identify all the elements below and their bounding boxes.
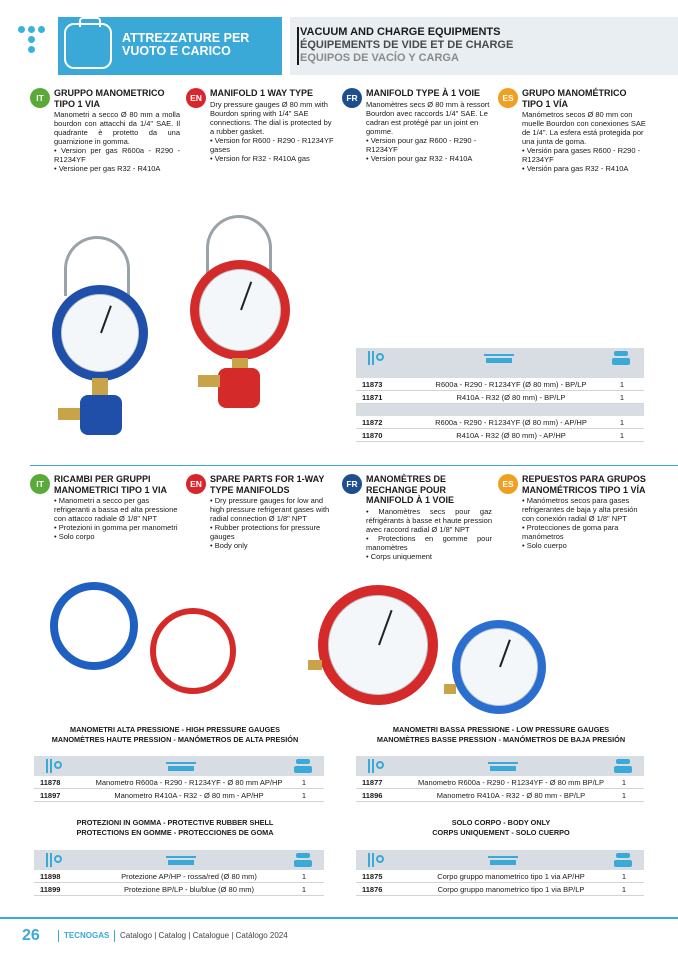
table-row: 11873 R600a - R290 - R1234YF (Ø 80 mm) - BP/LP 1 [356,378,644,391]
caption-line: PROTECTIONS EN GOMME - PROTECCIONES DE GOMA [76,827,274,837]
table-row: 11896 Manometro R410A - R32 - Ø 80 mm - BP/LP 1 [356,789,644,802]
table-row: 11878 Manometro R600a - R290 - R1234YF - Ø 80 mm AP/HP 1 [34,776,324,789]
block-title: MANOMÈTRES DE RECHANGE POUR MANIFOLD À 1 VOIE [366,474,455,505]
lang-block-es-1 [498,88,648,173]
lang-block-fr-1 [342,88,492,163]
ruler-icon [488,854,518,866]
block-bullet: • Version for R32 - R410A gas [210,153,310,163]
ruler-icon [488,760,518,772]
block-bullet: • Corps uniquement [366,551,432,561]
product-table-shell [34,850,324,896]
block-body [522,496,648,550]
block-text: Manometri a secco Ø 80 mm a molla bourdon con attacchi da 1/4" SAE. Il quadrante è protetto da una guarnizione in gomma. [54,110,180,146]
block-bullet: • Version pour gaz R600 - R290 - R1234YF [366,135,477,154]
footer [22,927,322,945]
ruler-icon [166,854,196,866]
lang-block-en-1 [186,88,336,163]
caption-body-only [366,818,636,837]
footer-separator [114,930,115,942]
table-header [34,756,324,776]
table-row: 11871 R410A - R32 (Ø 80 mm) - BP/LP 1 [356,391,644,404]
block-bullet: • Manomètres secs pour gaz réfrigérants à basse et haute pression avec raccord radial Ø 1/8" NPT [366,506,492,534]
lang-block-fr-2 [342,474,492,561]
block-title: MANIFOLD TYPE À 1 VOIE [366,88,481,98]
block-body [366,100,492,163]
section-divider [30,465,678,466]
lang-badge-fr: FR [342,474,362,494]
caption-high-pressure [40,725,310,744]
caption-line: SOLO CORPO - BODY ONLY [451,818,551,827]
block-bullet: • Version for R600 - R290 - R1234YF gases [210,135,334,154]
block-bullet: • Versión para gas R32 - R410A [522,164,629,173]
block-bullet: • Body only [210,541,248,550]
header-title-fr: ÉQUIPEMENTS DE VIDE ET DE CHARGE [300,39,514,51]
block-title: GRUPPO MANOMETRICO TIPO 1 VIA [54,88,165,109]
footer-divider [0,917,678,919]
caption-rubber-shell [40,818,310,837]
caption-line: PROTEZIONI IN GOMMA - PROTECTIVE RUBBER SHELL [76,818,274,827]
block-body [366,507,492,561]
product-table-high [34,756,324,802]
table-row: 11898 Protezione AP/HP - rossa/red (Ø 80 mm) 1 [34,870,324,883]
logo-dots-icon [18,26,48,56]
table-header [356,756,644,776]
block-bullet: • Manómetros secos para gases refrigerantes de baja y alta presión con conexión radial Ø 1/8" NPT [522,496,638,523]
box-icon [614,853,632,867]
lang-badge-es: ES [498,474,518,494]
page-number: 26 [22,927,40,944]
search-icon [368,853,388,867]
box-icon [294,759,312,773]
block-bullet: • Solo corpo [54,532,95,541]
caption-low-pressure [366,725,636,744]
box-icon [614,759,632,773]
search-icon [368,351,388,365]
table-spacer [356,368,644,378]
header-title-es: EQUIPOS DE VACÍO Y CARGA [300,52,459,64]
title-divider [297,27,299,65]
block-bullet: • Protecciones de goma para manómetros [522,523,619,541]
caption-line: MANOMÈTRES BASSE PRESSION - MANÓMETROS DE BAJA PRESIÓN [376,734,626,744]
lang-badge-en: EN [186,474,206,494]
block-bullet: • Dry pressure gauges for low and high pressure refrigerant gases with radial connection Ø 1/8" NPT [210,496,330,523]
table-header [34,850,324,870]
block-bullet: • Version per gas R600a - R290 - R1234YF [54,146,180,164]
table-row: 11877 Manometro R600a - R290 - R1234YF - Ø 80 mm BP/LP 1 [356,776,644,789]
caption-line: MANOMETRI BASSA PRESSIONE - LOW PRESSURE GAUGES [392,725,610,734]
block-title: RICAMBI PER GRUPPI MANOMETRICI TIPO 1 VIA [54,474,168,495]
box-icon [612,351,630,365]
lang-block-es-2 [498,474,648,550]
block-body [522,110,648,173]
block-bullet: • Version pour gaz R32 - R410A [366,153,473,163]
table-header [356,850,644,870]
table-row: 11875 Corpo gruppo manometrico tipo 1 via AP/HP 1 [356,870,644,883]
lang-badge-it: IT [30,474,50,494]
table-spacer [356,404,644,416]
table-row: 11897 Manometro R410A - R32 - Ø 80 mm - AP/HP 1 [34,789,324,802]
table-header [356,348,644,368]
block-body [54,496,180,541]
search-icon [46,759,66,773]
product-table-body [356,850,644,896]
lang-block-it-1 [30,88,180,173]
block-bullet: • Solo cuerpo [522,541,567,550]
header-title-it: ATTREZZATURE PER VUOTO E CARICO [122,31,250,58]
block-body [210,100,336,163]
product-table-manifold [356,348,644,442]
header-titles [290,17,678,75]
ruler-icon [484,352,514,364]
lang-block-it-2 [30,474,180,541]
footer-separator [58,930,59,942]
lang-badge-it: IT [30,88,50,108]
caption-line: CORPS UNIQUEMENT - SOLO CUERPO [432,827,570,837]
lang-badge-fr: FR [342,88,362,108]
caption-line: MANOMETRI ALTA PRESSIONE - HIGH PRESSURE GAUGES [69,725,280,734]
block-title: SPARE PARTS FOR 1-WAY TYPE MANIFOLDS [210,474,325,495]
block-body [54,110,180,173]
block-body [210,496,336,550]
box-icon [294,853,312,867]
table-row: 11870 R410A - R32 (Ø 80 mm) - AP/HP 1 [356,429,644,442]
lang-badge-es: ES [498,88,518,108]
brand-name: TECNOGAS [64,931,110,940]
block-bullet: • Rubber protections for pressure gauges [210,523,321,541]
lang-block-en-2 [186,474,336,550]
block-bullet: • Versione per gas R32 - R410A [54,164,161,173]
block-bullet: • Protezioni in gomma per manometri [54,523,178,532]
block-title: REPUESTOS PARA GRUPOS MANOMÉTRICOS TIPO 1 VÍA [522,474,646,495]
table-row: 11899 Protezione BP/LP - blu/blue (Ø 80 mm) 1 [34,883,324,896]
catalog-label: Catalogo | Catalog | Catalogue | Catálogo 2024 [120,931,288,940]
block-text: Manómetros secos Ø 80 mm con muelle Bourdon con conexiones SAE de 1/4". La esfera está protegida por una junta de goma. [522,110,646,146]
block-title: GRUPO MANOMÉTRICO TIPO 1 VÍA [522,88,627,109]
caption-line: MANOMÈTRES HAUTE PRESSION - MANÓMETROS DE ALTA PRESIÓN [51,734,299,744]
block-bullet: • Manometri a secco per gas refrigeranti a bassa ed alta pressione con attacco radiale Ø 1/8" NPT [54,496,178,523]
product-table-low [356,756,644,802]
block-bullet: • Versión para gases R600 - R290 - R1234YF [522,146,641,164]
block-title: MANIFOLD 1 WAY TYPE [210,88,314,98]
case-icon [64,23,112,69]
table-row: 11872 R600a - R290 - R1234YF (Ø 80 mm) - AP/HP 1 [356,416,644,429]
block-text: Dry pressure gauges Ø 80 mm with Bourdon spring with 1/4" SAE connections. The dial is protected by a rubber gasket. [210,99,332,136]
search-icon [368,759,388,773]
ruler-icon [166,760,196,772]
block-text: Manomètres secs Ø 80 mm à ressort Bourdon avec raccords 1/4" SAE. Le cadran est protégé par un joint en gomme. [366,99,490,136]
search-icon [46,853,66,867]
header-title-en: VACUUM AND CHARGE EQUIPMENTS [300,26,501,38]
table-row: 11876 Corpo gruppo manometrico tipo 1 via BP/LP 1 [356,883,644,896]
lang-badge-en: EN [186,88,206,108]
block-bullet: • Protections en gomme pour manomètres [366,533,492,552]
